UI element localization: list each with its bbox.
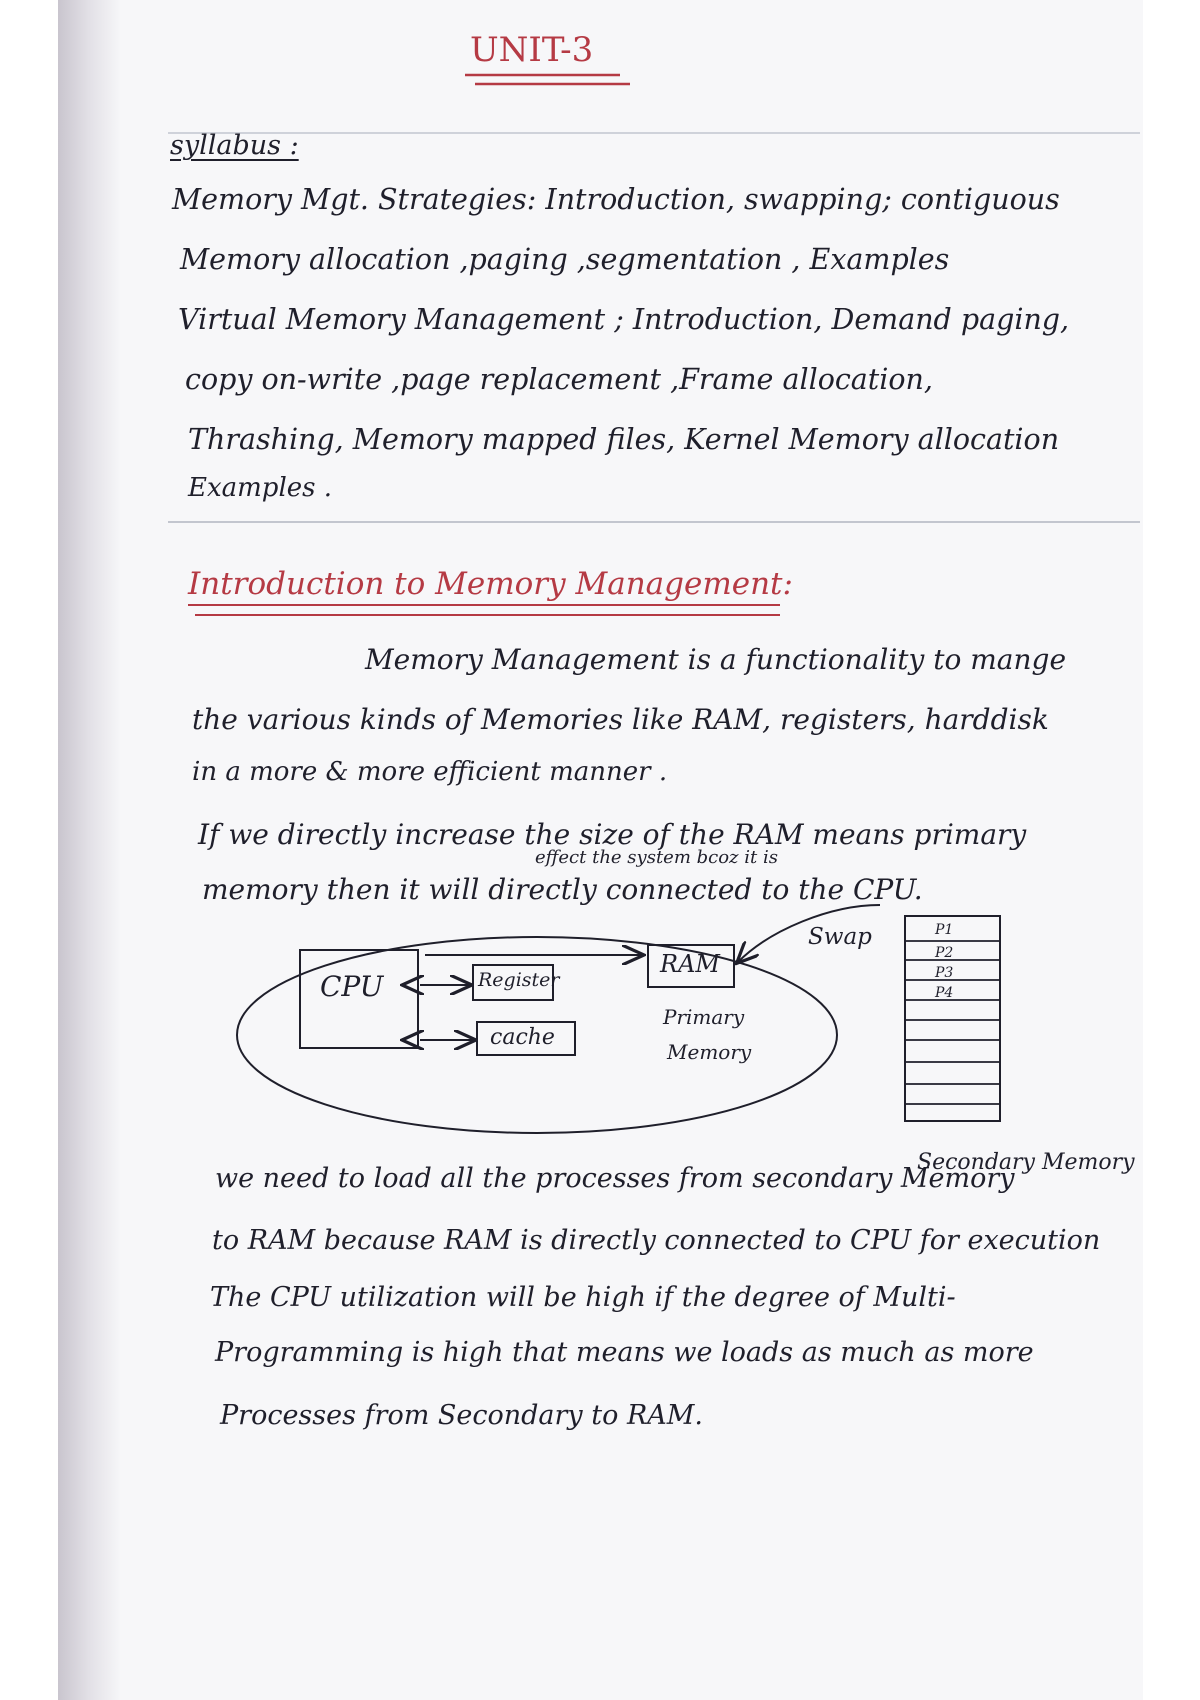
para3-line-4: Programming is high that means we loads as much as more xyxy=(215,1337,1034,1368)
para3-line-2: to RAM because RAM is directly connected to CPU for execution xyxy=(212,1225,1101,1256)
syllabus-line-4: copy on-write ,page replacement ,Frame allocation, xyxy=(185,363,933,396)
para2-line-2: memory then it will directly connected to the CPU. xyxy=(202,873,923,906)
syllabus-line-6: Examples . xyxy=(188,473,333,503)
process-mark-1: P1 xyxy=(935,922,954,938)
syllabus-line-3: Virtual Memory Management ; Introduction, Demand paging, xyxy=(178,303,1070,336)
process-mark-3: P3 xyxy=(935,965,954,981)
primary-memory-label-1: Primary xyxy=(663,1005,745,1029)
para2-line-1: If we directly increase the size of the RAM means primary xyxy=(198,818,1027,851)
syllabus-line-5: Thrashing, Memory mapped files, Kernel Memory allocation xyxy=(188,423,1060,456)
para1-line-1: Memory Management is a functionality to mange xyxy=(365,643,1067,676)
cache-label: cache xyxy=(490,1025,555,1050)
para1-line-2: the various kinds of Memories like RAM, registers, harddisk xyxy=(192,703,1049,736)
primary-memory-label-2: Memory xyxy=(667,1040,752,1064)
syllabus-line-2: Memory allocation ,paging ,segmentation , Examples xyxy=(180,243,950,276)
section-heading: Introduction to Memory Management: xyxy=(188,566,793,602)
para2-insert: effect the system bcoz it is xyxy=(535,847,778,868)
syllabus-heading: syllabus : xyxy=(170,130,299,161)
cpu-label: CPU xyxy=(320,970,384,1003)
process-mark-2: P2 xyxy=(935,945,954,961)
para3-line-3: The CPU utilization will be high if the degree of Multi- xyxy=(210,1282,956,1313)
page-title: UNIT-3 xyxy=(470,30,594,70)
ram-label: RAM xyxy=(660,950,720,978)
swap-label: Swap xyxy=(808,924,872,950)
secondary-memory-label: Secondary Memory xyxy=(917,1150,1135,1175)
process-mark-4: P4 xyxy=(935,985,954,1001)
syllabus-line-1: Memory Mgt. Strategies: Introduction, swapping; contiguous xyxy=(172,183,1060,216)
register-label: Register xyxy=(478,969,560,991)
para3-line-5: Processes from Secondary to RAM. xyxy=(220,1400,704,1431)
para1-line-3: in a more & more efficient manner . xyxy=(192,757,668,787)
para3-line-1: we need to load all the processes from secondary Memory xyxy=(215,1163,1015,1194)
